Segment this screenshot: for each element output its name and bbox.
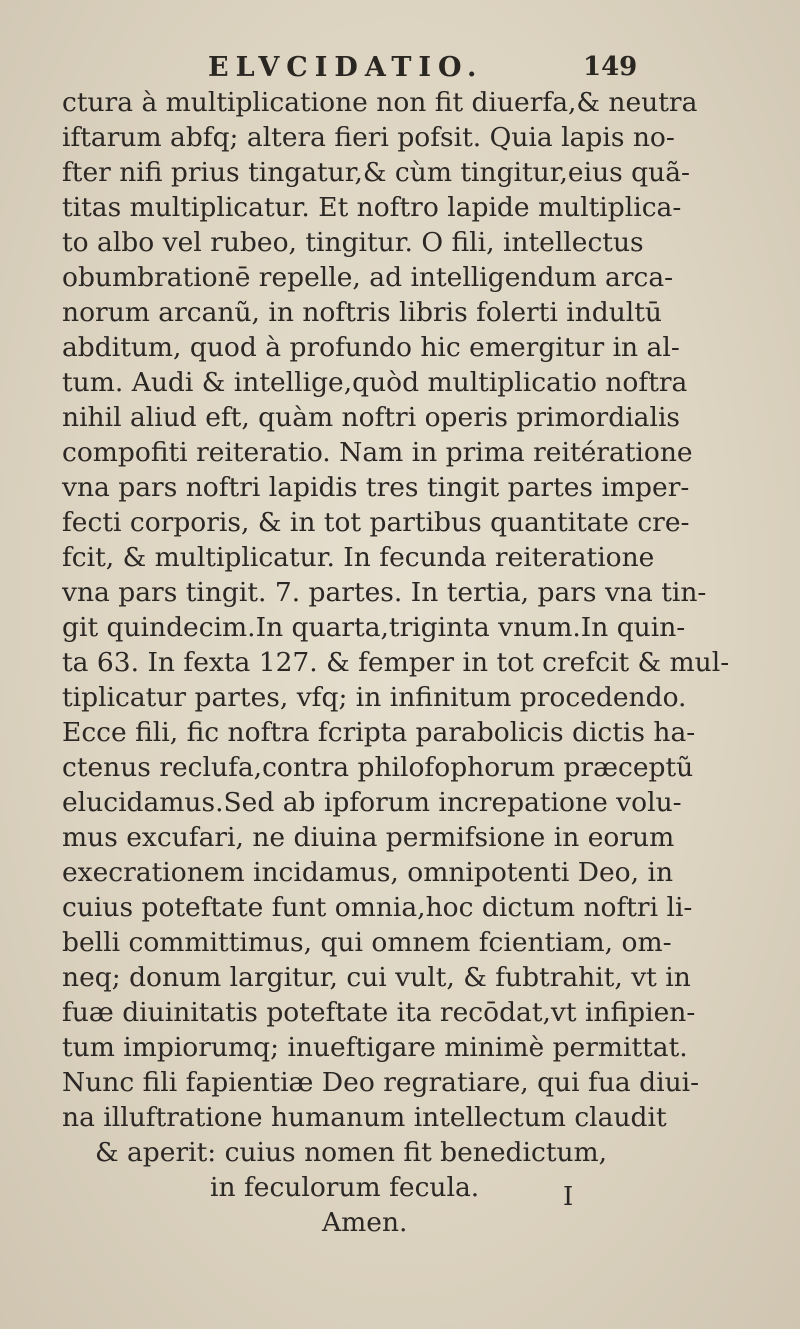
text-line: Nunc fili fapientiæ Deo regratiare, qui fua diui- <box>62 1067 700 1098</box>
text-line: ta 63. In fexta 127. & femper in tot crefcit & mul- <box>62 647 730 678</box>
text-line: na illuftratione humanum intellectum claudit <box>62 1102 667 1133</box>
text-line: git quindecim.In quarta,triginta vnum.In quin- <box>62 612 686 643</box>
text-line: obumbrationē repelle, ad intelligendum arca- <box>62 262 674 293</box>
text-line: fter nifi prius tingatur,& cùm tingitur,eius quã- <box>62 157 690 188</box>
text-line: Ecce fili, fic noftra fcripta parabolicis dictis ha- <box>62 717 696 748</box>
text-line: norum arcanũ, in noftris libris folerti indultū <box>62 297 662 328</box>
text-line: ctura à multiplicatione non fit diuerfa,& neutra <box>62 87 698 118</box>
text-line: abditum, quod à profundo hic emergitur in al- <box>62 332 680 363</box>
text-line: neq; donum largitur, cui vult, & fubtrahit, vt in <box>62 962 691 993</box>
text-line: fcit, & multiplicatur. In fecunda reiteratione <box>62 542 655 573</box>
text-line: tiplicatur partes, vfq; in infinitum procedendo. <box>62 682 687 713</box>
text-line: & aperit: cuius nomen fit benedictum, <box>95 1137 608 1168</box>
text-line: iftarum abfq; altera fieri pofsit. Quia lapis no- <box>62 122 675 153</box>
text-line: in feculorum fecula. <box>210 1172 480 1203</box>
text-line: nihil aliud eft, quàm noftri operis primordialis <box>62 402 681 433</box>
text-line: cuius poteftate funt omnia,hoc dictum noftri li- <box>62 892 693 923</box>
text-line: fecti corporis, & in tot partibus quantitate cre- <box>62 507 690 538</box>
text-line: ctenus reclufa,contra philofophorum præceptũ <box>62 752 694 783</box>
page-number: 149 <box>583 52 638 82</box>
running-title: ELVCIDATIO. <box>208 52 484 83</box>
text-line: to albo vel rubeo, tingitur. O fili, intellectus <box>62 227 644 258</box>
text-line: Amen. <box>322 1207 408 1238</box>
text-line: execrationem incidamus, omnipotenti Deo, in <box>62 857 674 888</box>
page-header <box>0 52 800 92</box>
text-line: compofiti reiteratio. Nam in prima reitératione <box>62 437 693 468</box>
text-line: titas multiplicatur. Et noftro lapide multiplica- <box>62 192 682 223</box>
text-line: elucidamus.Sed ab ipforum increpatione volu- <box>62 787 682 818</box>
text-line: vna pars noftri lapidis tres tingit partes imper- <box>62 472 690 503</box>
text-line: belli committimus, qui omnem fcientiam, om- <box>62 927 672 958</box>
text-line: fuæ diuinitatis poteftate ita recōdat,vt infipien- <box>62 997 696 1028</box>
text-line: tum. Audi & intellige,quòd multiplicatio noftra <box>62 367 688 398</box>
signature-mark: I <box>563 1182 574 1212</box>
text-line: tum impiorumq; inueftigare minimè permittat. <box>62 1032 688 1063</box>
text-line: mus excufari, ne diuina permifsione in eorum <box>62 822 675 853</box>
text-line: vna pars tingit. 7. partes. In tertia, pars vna tin- <box>62 577 707 608</box>
